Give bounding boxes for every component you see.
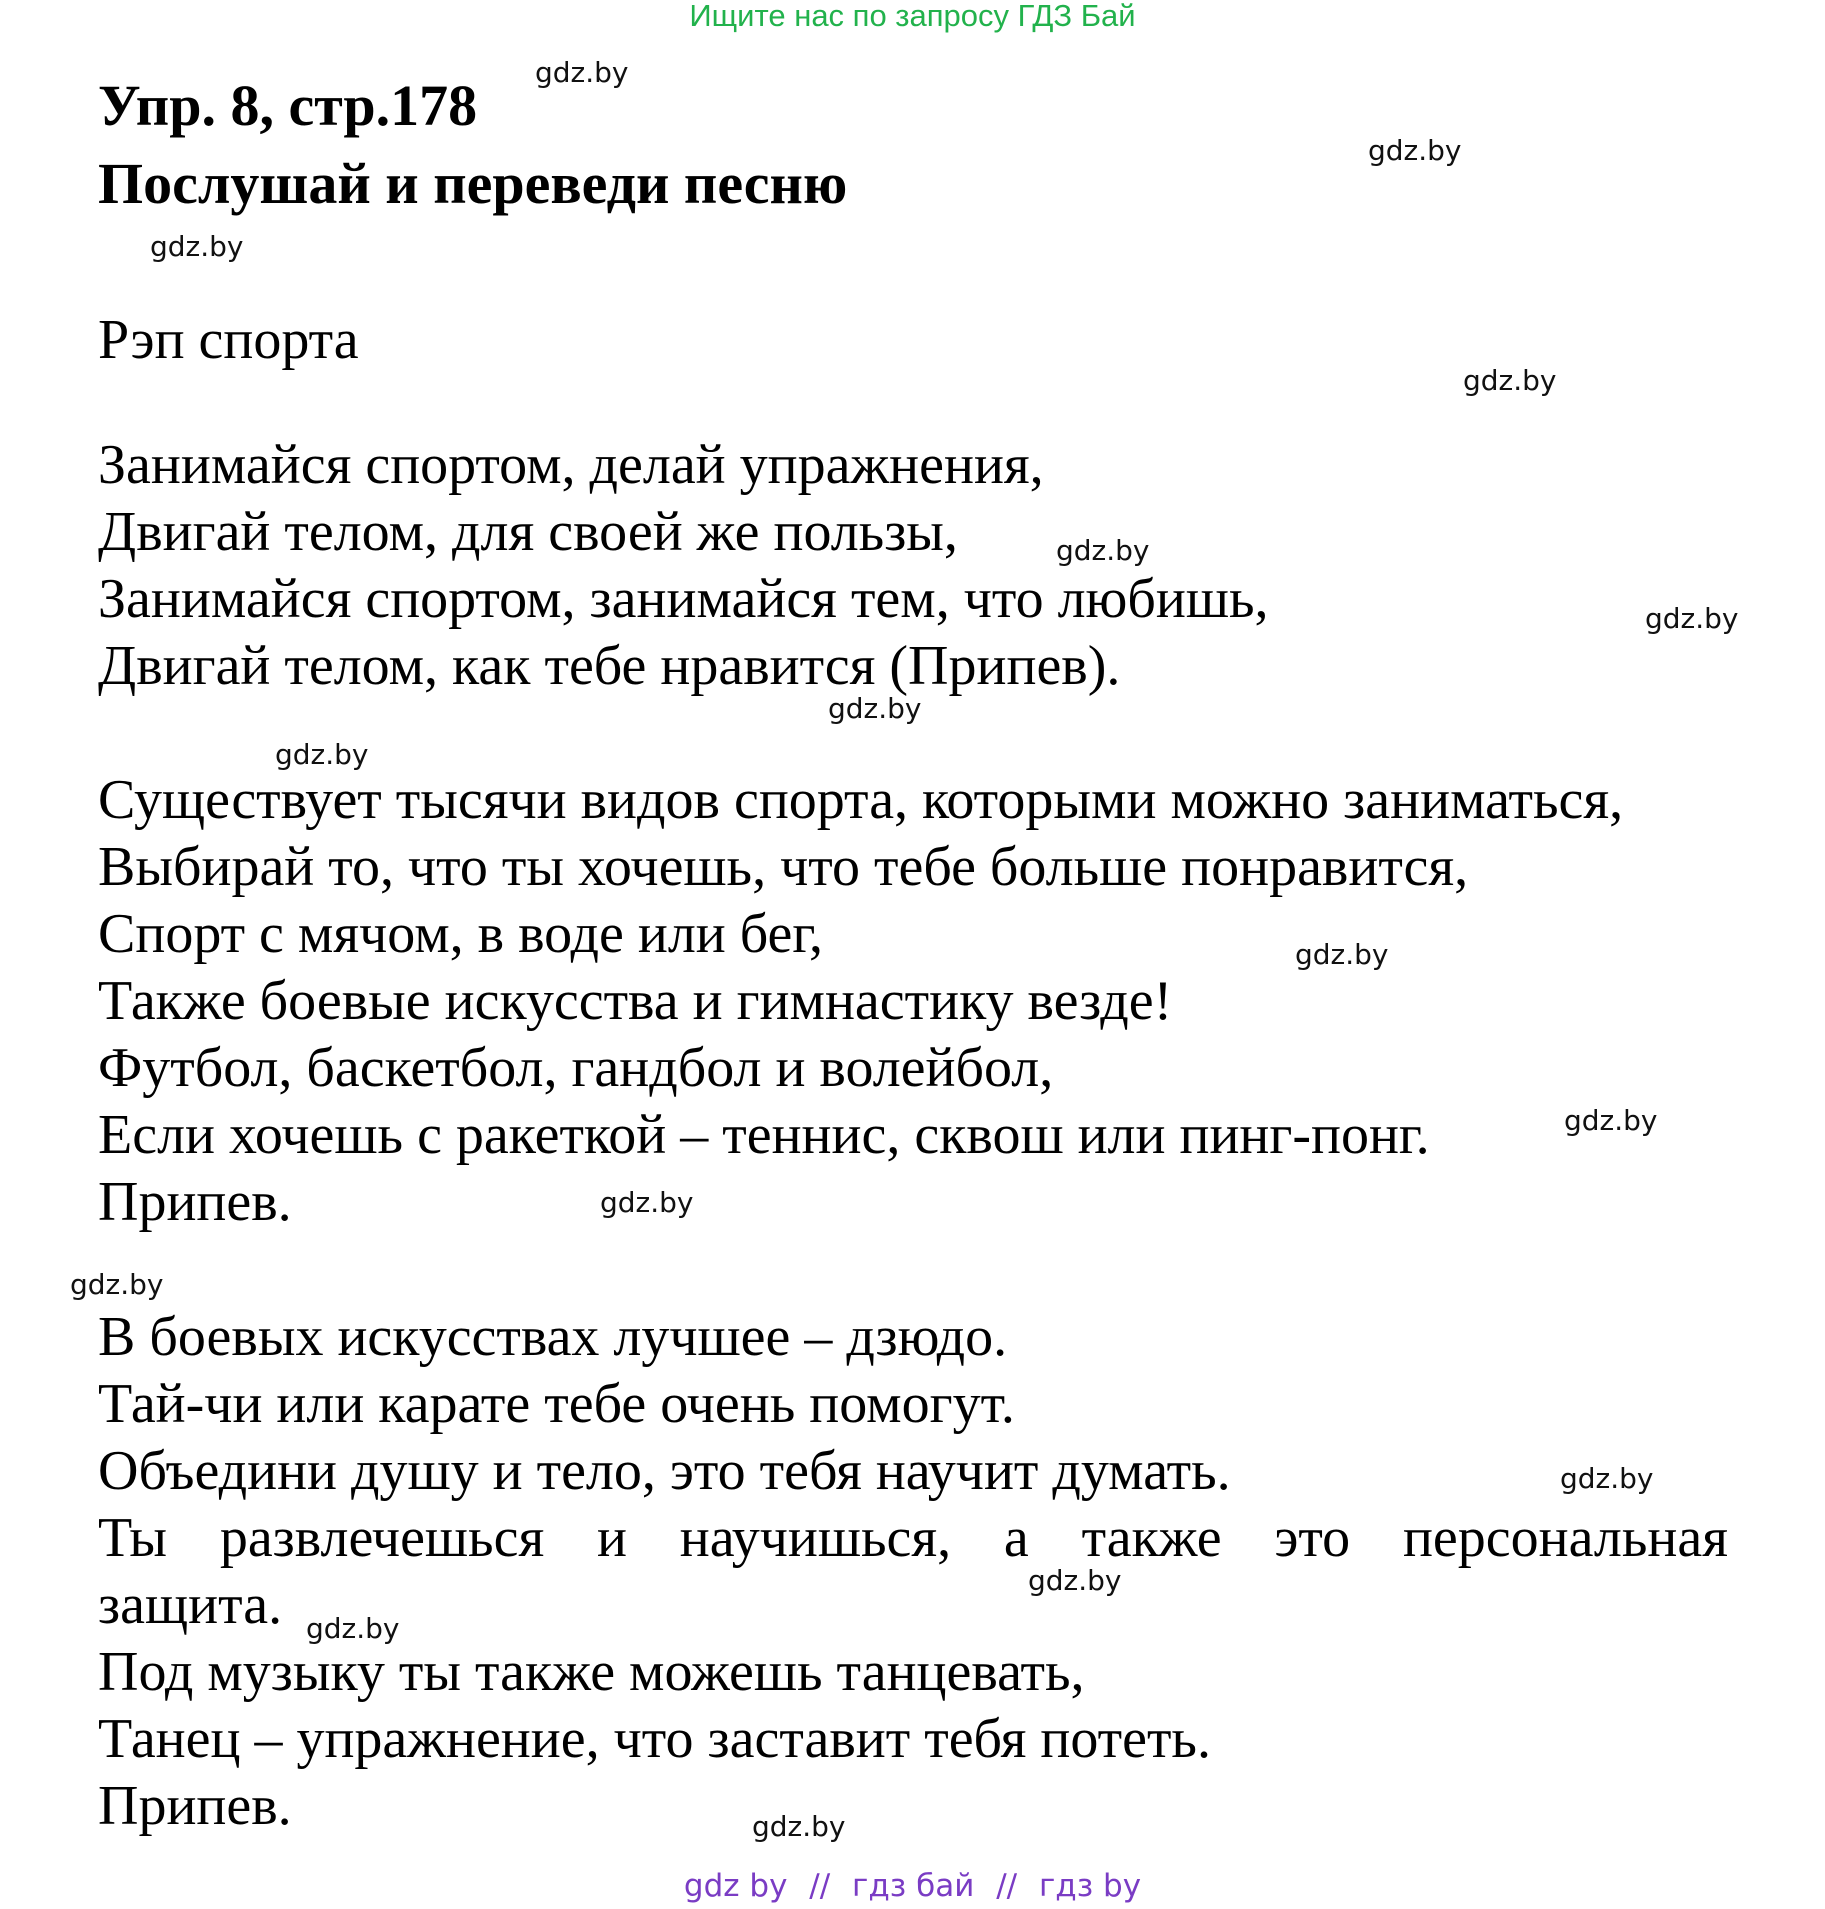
verse-line: Танец – упражнение, что заставит тебя потеть. (98, 1708, 1211, 1770)
chorus-marker: Припев. (98, 1775, 292, 1837)
verse-line: Футбол, баскетбол, гандбол и волейбол, (98, 1037, 1054, 1099)
verse-line: Двигай телом, как тебе нравится (Припев). (98, 635, 1121, 697)
footer-link[interactable]: гдз by (1038, 1868, 1142, 1904)
watermark: gdz.by (1560, 1462, 1654, 1495)
song-title: Рэп спорта (98, 309, 359, 371)
watermark: gdz.by (1056, 534, 1150, 567)
verse-line: Также боевые искусства и гимнастику везде! (98, 970, 1173, 1032)
watermark: gdz.by (752, 1810, 846, 1843)
word: а (1003, 1507, 1029, 1569)
footer-separator: // (809, 1868, 831, 1904)
task-title: Послушай и переведи песню (98, 151, 848, 216)
verse-line: Под музыку ты также можешь танцевать, (98, 1641, 1085, 1703)
word: развлечешься (219, 1507, 545, 1569)
verse-line: Тай-чи или карате тебе очень помогут. (98, 1373, 1015, 1435)
footer-links (0, 1868, 1825, 1904)
verse-line: Двигай телом, для своей же пользы, (98, 501, 958, 563)
search-banner: Ищите нас по запросу ГДЗ Бай (689, 0, 1136, 33)
watermark: gdz.by (1028, 1564, 1122, 1597)
word: также (1081, 1507, 1222, 1569)
exercise-title: Упр. 8, стр.178 (98, 73, 478, 138)
verse-line: Существует тысячи видов спорта, которыми можно заниматься, (98, 769, 1624, 831)
footer-link[interactable]: гдз бай (852, 1868, 975, 1904)
watermark: gdz.by (1295, 938, 1389, 971)
verse-line: защита. (98, 1574, 283, 1636)
footer-separator: // (996, 1868, 1018, 1904)
verse-line: Спорт с мячом, в воде или бег, (98, 903, 824, 965)
verse-line: Занимайся спортом, делай упражнения, (98, 434, 1044, 496)
watermark: gdz.by (70, 1268, 164, 1301)
watermark: gdz.by (306, 1612, 400, 1645)
word: это (1274, 1507, 1351, 1569)
watermark: gdz.by (275, 738, 369, 771)
watermark: gdz.by (1645, 602, 1739, 635)
verse-line: Если хочешь с ракеткой – теннис, сквош или пинг-понг. (98, 1104, 1430, 1166)
word: научишься, (679, 1507, 952, 1569)
word: и (597, 1507, 627, 1569)
watermark: gdz.by (535, 56, 629, 89)
watermark: gdz.by (1564, 1104, 1658, 1137)
watermark: gdz.by (1463, 364, 1557, 397)
word: персональная (1402, 1507, 1728, 1569)
verse-line: Выбирай то, что ты хочешь, что тебе больше понравится, (98, 836, 1469, 898)
footer-link[interactable]: gdz by (683, 1868, 788, 1904)
watermark: gdz.by (150, 230, 244, 263)
verse-line-justified (98, 1506, 1728, 1570)
word: Ты (98, 1507, 168, 1569)
watermark: gdz.by (1368, 134, 1462, 167)
watermark: gdz.by (600, 1186, 694, 1219)
chorus-marker: Припев. (98, 1171, 292, 1233)
verse-line: Объедини душу и тело, это тебя научит думать. (98, 1440, 1231, 1502)
verse-line: Занимайся спортом, занимайся тем, что любишь, (98, 568, 1269, 630)
verse-line: В боевых искусствах лучшее – дзюдо. (98, 1306, 1008, 1368)
watermark: gdz.by (828, 692, 922, 725)
